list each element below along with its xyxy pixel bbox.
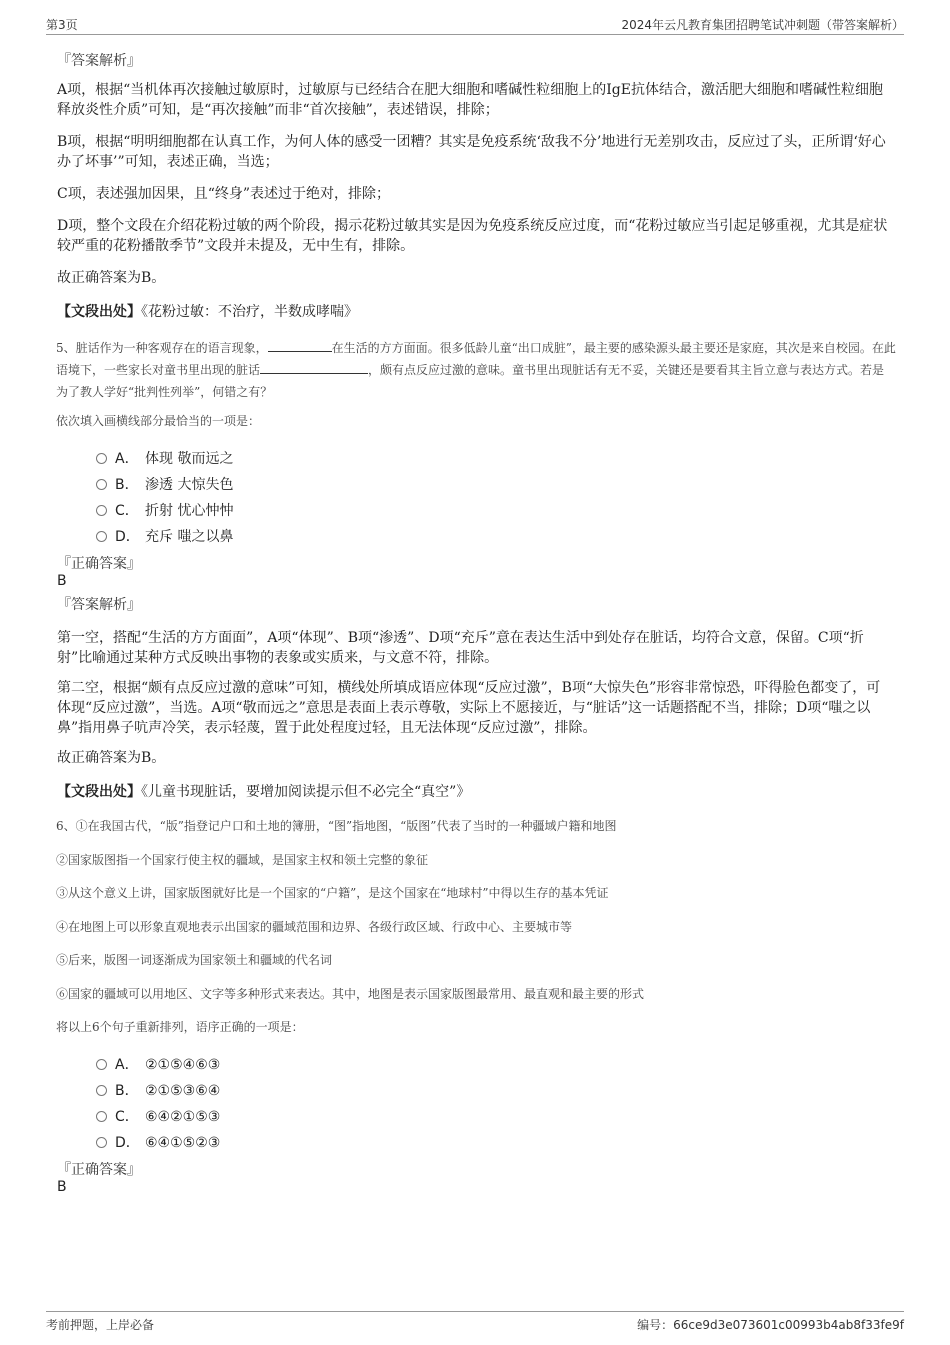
option-letter: C． [115,1109,139,1125]
question-5-analysis-2: 第二空，根据“颇有点反应过激的意味”可知，横线处所填成语应体现“反应过激”，B项“大惊失色”形容非常惊恐，吓得脸色都变了，可体现“反应过激”，当选。A项“敬而远之”意思是表面上表示尊敬，实际上不愿接近，与“脏话”这一话题搭配不当，排除；D项“嗤之以鼻”指用鼻子吭声冷笑，表示轻蔑，置于此处程度过轻，且无法体现“反应过激”，排除。 [57,680,881,736]
option-letter: A． [115,451,139,467]
question-5-conclusion: 故正确答案为B。 [57,750,166,766]
source-label: 【文段出处】 [57,784,141,800]
question-5-part2: 在生活的方方面面。很多低龄儿童“出口成脏”，最主要的感染源头最主要还是家庭，其次是来自校园。在此语境下，一些家长对童书里出现的脏话 [56,341,896,377]
question-6-sentence-6: ⑥国家的疆域可以用地区、文字等多种形式来表达。其中，地图是表示国家版图最常用、最直观和最主要的形式 [56,987,645,1001]
option-text: ⑥④①⑤②③ [145,1135,221,1151]
question-6-sentence-1: 6、①在我国古代，“版”指登记户口和土地的簿册，“图”指地图，“版图”代表了当时的一种疆域户籍和地图 [56,819,617,833]
question-6-prompt: 将以上6个句子重新排列，语序正确的一项是： [56,1020,304,1034]
question-5-option-b[interactable] [96,474,233,494]
page-number: 第3页 [46,18,78,32]
radio-icon[interactable] [96,505,107,516]
radio-icon[interactable] [96,479,107,490]
radio-icon[interactable] [96,1137,107,1148]
document-code [637,1316,904,1333]
question-6-sentence-2: ②国家版图指一个国家行使主权的疆域，是国家主权和领土完整的象征 [56,853,429,867]
analysis-option-c: C项，表述强加因果，且“终身”表述过于绝对，排除； [57,186,391,202]
document-title: 2024年云凡教育集团招聘笔试冲刺题（带答案解析） [621,18,904,32]
question-5-option-c[interactable] [96,500,233,520]
question-6-sentence-4: ④在地图上可以形象直观地表示出国家的疆域范围和边界、各级行政区域、行政中心、主要城市等 [56,920,573,934]
option-letter: B． [115,1083,139,1099]
radio-icon[interactable] [96,1059,107,1070]
code-value: 66ce9d3e073601c00993b4ab8f33fe9f [673,1318,904,1332]
analysis-conclusion: 故正确答案为B。 [57,270,166,286]
source-text: 《花粉过敏：不治疗，半数成哮喘》 [141,304,358,320]
option-text: 充斥 嗤之以鼻 [145,529,234,545]
question-5-part1: 5、脏话作为一种客观存在的语言现象， [56,341,268,355]
analysis-option-d: D项，整个文段在介绍花粉过敏的两个阶段，揭示花粉过敏其实是因为免疫系统反应过度，而“花粉过敏应当引起足够重视，尤其是症状较严重的花粉播散季节”文段并未提及，无中生有，排除。 [57,218,888,254]
source-label: 【文段出处】 [57,304,141,320]
question-6-option-c[interactable] [96,1106,220,1126]
page-footer [46,1311,904,1334]
question-6-sentence-3: ③从这个意义上讲，国家版图就好比是一个国家的“户籍”，是这个国家在“地球村”中得以生存的基本凭证 [56,886,609,900]
question-5-analysis-1: 第一空，搭配“生活的方方面面”，A项“体现”、B项“渗透”、D项“充斥”意在表达生活中到处存在脏话，均符合文意，保留。C项“折射”比喻通过某种方式反映出事物的表象或实质来，与文意不符，排除。 [57,630,864,666]
radio-icon[interactable] [96,531,107,542]
source-line [57,302,893,322]
radio-icon[interactable] [96,1111,107,1122]
analysis-option-a: A项，根据“当机体再次接触过敏原时，过敏原与已经结合在肥大细胞和嗜碱性粒细胞上的IgE抗体结合，激活肥大细胞和嗜碱性粒细胞释放炎性介质”可知，是“再次接触”而非“首次接触”，表述错误，排除； [57,82,883,118]
question-6-option-a[interactable] [96,1054,220,1074]
question-5-prompt: 依次填入画横线部分最恰当的一项是： [56,414,261,428]
radio-icon[interactable] [96,1085,107,1096]
option-text: ②①⑤③⑥④ [145,1083,221,1099]
radio-icon[interactable] [96,453,107,464]
correct-answer-label: 『正确答案』 [57,1162,141,1178]
option-letter: D． [115,529,140,545]
question-6-option-d[interactable] [96,1132,220,1152]
footer-slogan: 考前押题，上岸必备 [46,1318,155,1332]
question-5-blank-1 [268,337,332,352]
question-6-sentence-5: ⑤后来，版图一词逐渐成为国家领土和疆域的代名词 [56,953,333,967]
option-text: 折射 忧心忡忡 [145,503,234,519]
analysis-option-b: B项，根据“明明细胞都在认真工作，为何人体的感受一团糟？其实是免疫系统‘敌我不分’地进行无差别攻击，反应过了头，正所谓‘好心办了坏事’”可知，表述正确，当选； [57,134,886,170]
correct-answer-label: 『正确答案』 [57,556,141,572]
option-text: 渗透 大惊失色 [145,477,234,493]
option-letter: C． [115,503,139,519]
option-letter: D． [115,1135,140,1151]
option-text: ⑥④②①⑤③ [145,1109,221,1125]
source-line [57,782,893,802]
analysis-label: 『答案解析』 [57,597,141,613]
code-label: 编号： [637,1318,674,1332]
correct-answer: B [57,1179,67,1195]
option-letter: B． [115,477,139,493]
correct-answer: B [57,573,67,589]
question-5-stem [56,337,896,403]
option-text: 体现 敬而远之 [145,451,234,467]
question-5-part3: ，颇有点反应过激的意味。童书里出现脏话有无不妥，关键还是要看其主旨立意与表达方式。若是为了教人学好“批判性列举”，何错之有？ [56,363,885,399]
option-text: ②①⑤④⑥③ [145,1057,221,1073]
analysis-label: 『答案解析』 [57,53,141,69]
source-text: 《儿童书现脏话，要增加阅读提示但不必完全“真空”》 [141,784,471,800]
question-5-blank-2 [260,359,368,374]
page-header [46,14,904,35]
question-5-option-d[interactable] [96,526,233,546]
option-letter: A． [115,1057,139,1073]
question-5-option-a[interactable] [96,448,233,468]
question-6-option-b[interactable] [96,1080,220,1100]
